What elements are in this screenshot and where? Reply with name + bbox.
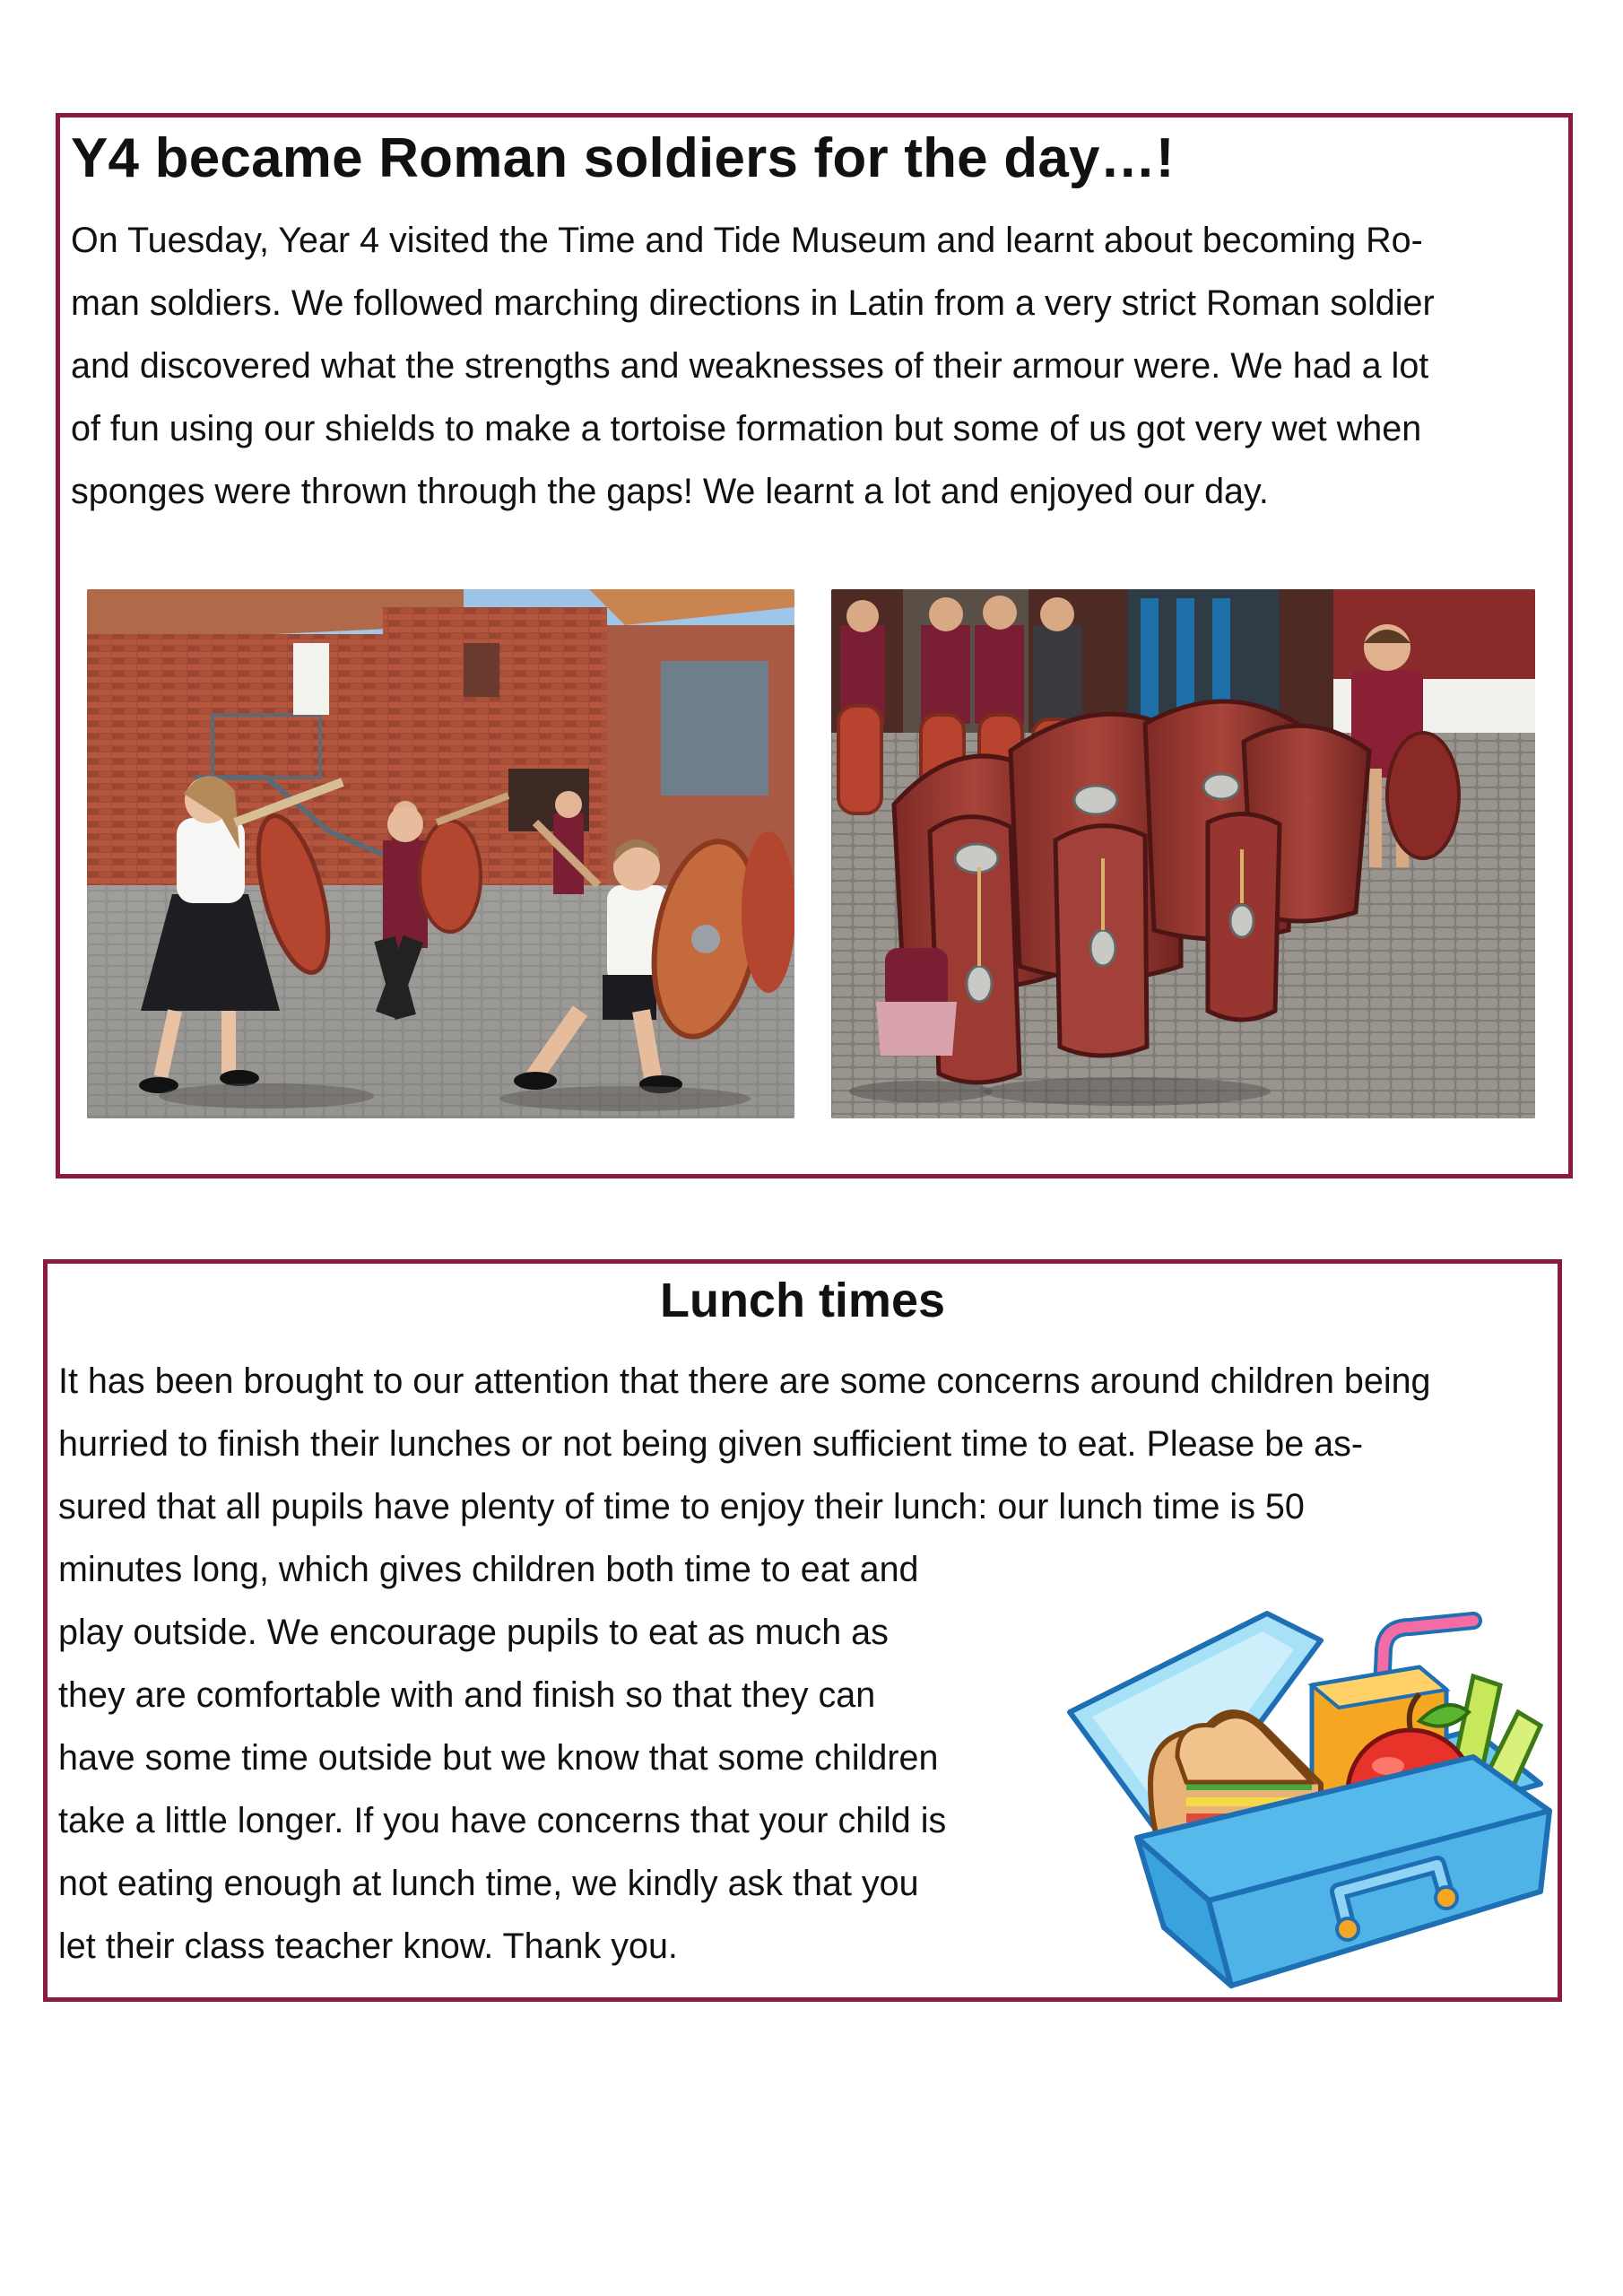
photo-sword-fighting xyxy=(87,589,794,1118)
article-body-bottom xyxy=(58,1538,1054,1978)
text-line: and discovered what the strengths and weaknesses of their armour were. We had a lot xyxy=(71,346,1429,386)
text-line: of fun using our shields to make a tortoise formation but some of us got very wet when xyxy=(71,409,1422,448)
text-line: not eating enough at lunch time, we kindly ask that you xyxy=(58,1864,919,1903)
photo-sword-fighting-image xyxy=(87,589,794,1118)
photo-tortoise-formation-image xyxy=(831,589,1535,1118)
text-line: minutes long, which gives children both time to eat and xyxy=(58,1550,919,1589)
roman-soldiers-article xyxy=(56,113,1573,1178)
text-line: man soldiers. We followed marching directions in Latin from a very strict Roman soldier xyxy=(71,283,1435,323)
text-line: have some time outside but we know that some children xyxy=(58,1738,939,1778)
text-line: It has been brought to our attention that there are some concerns around children being xyxy=(58,1361,1431,1401)
article-headline: Y4 became Roman soldiers for the day…! xyxy=(71,127,1175,189)
article-body xyxy=(71,209,1559,523)
text-line: take a little longer. If you have concerns that your child is xyxy=(58,1801,947,1840)
article-body-top xyxy=(58,1350,1556,1538)
section-title: Lunch times xyxy=(659,1274,946,1327)
lunchbox-illustration xyxy=(1052,1578,1554,1990)
text-line: hurried to finish their lunches or not being given sufficient time to eat. Please be as- xyxy=(58,1424,1364,1464)
text-line: sured that all pupils have plenty of time to enjoy their lunch: our lunch time is 50 xyxy=(58,1487,1305,1526)
text-line: let their class teacher know. Thank you. xyxy=(58,1926,678,1966)
text-line: they are comfortable with and finish so that they can xyxy=(58,1675,876,1715)
text-line: On Tuesday, Year 4 visited the Time and Tide Museum and learnt about becoming Ro- xyxy=(71,221,1423,260)
lunchbox-icon xyxy=(1052,1578,1554,1990)
photo-tortoise-formation xyxy=(831,589,1535,1118)
lunch-times-article xyxy=(43,1259,1562,2002)
text-line: sponges were thrown through the gaps! We learnt a lot and enjoyed our day. xyxy=(71,472,1269,511)
text-line: play outside. We encourage pupils to eat as much as xyxy=(58,1613,889,1652)
